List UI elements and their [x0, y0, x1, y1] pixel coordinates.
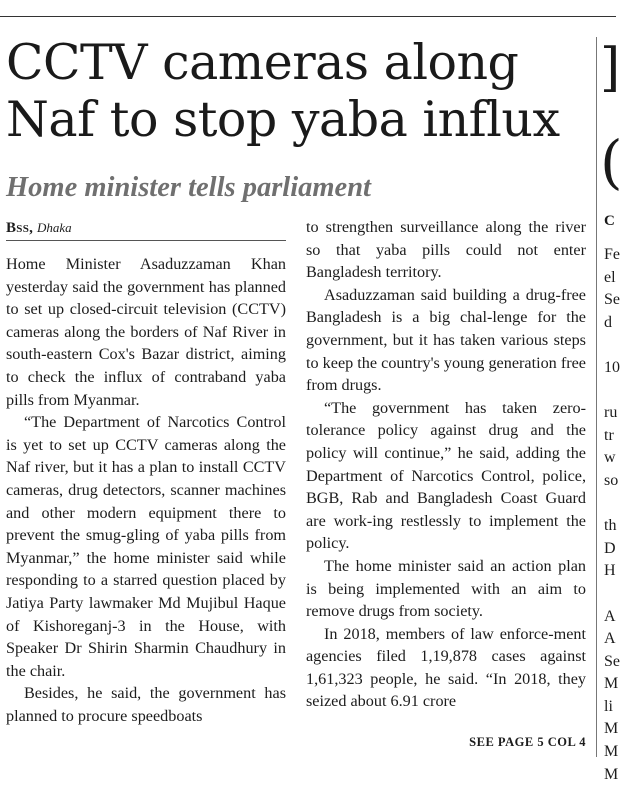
adjacent-text-fragment: [604, 493, 616, 516]
adjacent-text-fragment: so: [604, 471, 619, 489]
adjacent-text-fragment: Fe: [604, 246, 620, 263]
paragraph: to strengthen surveillance along the river so that yaba pills could not enter Bangladesh territory.: [306, 218, 586, 282]
adjacent-text-fragment: w: [604, 449, 616, 467]
adjacent-text-fragment: M: [604, 675, 619, 693]
adjacent-text-fragment: [604, 583, 616, 606]
adjacent-text-fragment: M: [604, 720, 619, 738]
byline-place: Dhaka: [36, 220, 72, 235]
paragraph: Besides, he said, the government has planned to procure speedboats: [6, 684, 286, 725]
adjacent-text-fragment: li: [604, 697, 613, 715]
paragraph: Home Minister Asaduzzaman Khan yesterday said the government has planned to set up closed-circuit television (CCTV) cameras along the borders of Naf River in south-eastern Cox's Bazar district, aiming to check the influx of contraband yaba pills from Myanmar.: [6, 255, 286, 409]
headline-line-1: CCTV cameras along: [6, 34, 519, 91]
adjacent-text-fragment: th: [604, 517, 617, 535]
adjacent-text-fragment: M: [604, 743, 619, 761]
adjacent-text-fragment: Se: [604, 652, 620, 670]
adjacent-byline-fragment: C: [604, 213, 615, 229]
paragraph: “The Department of Narcotics Control is yet to set up CCTV cameras along the Naf river, but it has a plan to install CCTV cameras, drug detectors, scanner machines and other modern equipment there to prevent the smug-gling of yaba pills from Myanmar,” the home minister said while responding to a starred question placed by Jatiya Party lawmaker Md Mujibul Haque of Kishoreganj-3 in the House, with Speaker Dr Shirin Sharmin Chaudhury in the chair.: [6, 413, 286, 680]
adjacent-text-fragment: [604, 380, 616, 403]
headline-line-2: Naf to stop yaba influx: [6, 91, 560, 148]
paragraph: The home minister said an action plan is being implemented with an aim to remove drugs from society.: [306, 556, 586, 621]
top-rule: [0, 16, 616, 17]
byline-source: Bss,: [6, 220, 34, 236]
adjacent-text-fragment: tr: [604, 426, 614, 444]
adjacent-headline-fragment: ]: [600, 38, 621, 98]
adjacent-article-text: [604, 244, 620, 786]
adjacent-text-fragment: [604, 334, 616, 357]
adjacent-text-fragment: d: [604, 313, 612, 331]
adjacent-text-fragment: H: [604, 562, 616, 580]
adjacent-text-fragment: D: [604, 539, 616, 557]
continued-on-page: SEE PAGE 5 COL 4: [469, 735, 586, 749]
paragraph: Asaduzzaman said building a drug-free Bangladesh is a big chal-lenge for the government, but it has taken various steps to keep the country's young generation free from drugs.: [306, 285, 586, 395]
adjacent-text-fragment: A: [604, 607, 616, 625]
paragraph: In 2018, members of law enforce-ment agencies filed 1,19,878 cases against 1,61,323 people, he said. “In 2018, they seized about 6.91 crore: [306, 624, 586, 711]
subheadline: Home minister tells parliament: [6, 172, 371, 203]
byline: [6, 218, 286, 241]
column-divider: [596, 37, 597, 757]
headline: [6, 34, 591, 148]
adjacent-text-fragment: Se: [604, 291, 620, 309]
adjacent-text-fragment: A: [604, 630, 616, 648]
adjacent-text-fragment: 10: [604, 358, 620, 376]
adjacent-headline-fragment-2: (: [600, 128, 623, 196]
paragraph: “The government has taken zero-tolerance policy against drug and the policy will continue,” he said, adding the Department of Narcotics Control, police, BGB, Rab and Bangladesh Coast Guard are work-ing restlessly to implement the policy.: [306, 398, 586, 553]
adjacent-text-fragment: M: [604, 765, 619, 783]
adjacent-text-fragment: ru: [604, 404, 618, 422]
article-column-1: [6, 253, 286, 727]
adjacent-text-fragment: el: [604, 268, 616, 286]
article-column-2: [306, 216, 586, 713]
